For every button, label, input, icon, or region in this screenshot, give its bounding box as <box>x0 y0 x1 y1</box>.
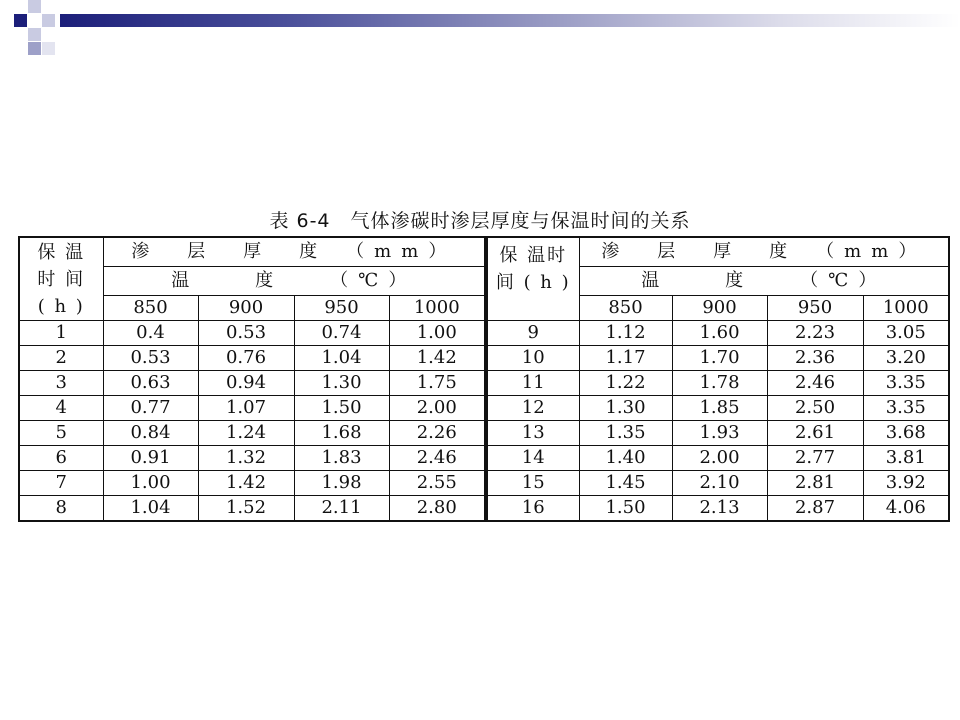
thickness-cell: 2.46 <box>389 446 485 471</box>
thickness-cell: 3.35 <box>863 396 949 421</box>
temp-header: 950 <box>767 296 863 321</box>
thickness-cell: 0.77 <box>103 396 198 421</box>
row-header: 保 温时 间 ( h ) <box>487 237 579 321</box>
thickness-cell: 1.32 <box>198 446 294 471</box>
thickness-cell: 2.81 <box>767 471 863 496</box>
row-header: 保 温 时 间 ( h ) <box>19 237 103 321</box>
hours-cell: 10 <box>487 346 579 371</box>
hours-cell: 14 <box>487 446 579 471</box>
header-temperature: 温 度 （℃） <box>103 267 485 296</box>
thickness-cell: 2.61 <box>767 421 863 446</box>
hours-cell: 4 <box>19 396 103 421</box>
hours-cell: 5 <box>19 421 103 446</box>
thickness-cell: 0.4 <box>103 321 198 346</box>
table-row <box>487 471 949 496</box>
temp-header: 1000 <box>863 296 949 321</box>
thickness-cell: 0.94 <box>198 371 294 396</box>
thickness-cell: 2.00 <box>672 446 767 471</box>
thickness-cell: 1.04 <box>294 346 389 371</box>
hours-cell: 6 <box>19 446 103 471</box>
table-caption: 表 6-4 气体渗碳时渗层厚度与保温时间的关系 <box>269 210 691 232</box>
thickness-cell: 2.23 <box>767 321 863 346</box>
thickness-cell: 3.35 <box>863 371 949 396</box>
thickness-cell: 3.92 <box>863 471 949 496</box>
thickness-cell: 1.50 <box>294 396 389 421</box>
header-temperature: 温 度 （℃） <box>579 267 949 296</box>
table-row <box>19 496 485 522</box>
thickness-cell: 0.63 <box>103 371 198 396</box>
hours-cell: 2 <box>19 346 103 371</box>
table-row <box>487 446 949 471</box>
thickness-cell: 0.91 <box>103 446 198 471</box>
thickness-cell: 1.60 <box>672 321 767 346</box>
hours-cell: 8 <box>19 496 103 522</box>
thickness-cell: 2.00 <box>389 396 485 421</box>
temp-header: 900 <box>198 296 294 321</box>
thickness-cell: 1.42 <box>198 471 294 496</box>
thickness-cell: 1.35 <box>579 421 672 446</box>
hours-cell: 13 <box>487 421 579 446</box>
thickness-cell: 2.87 <box>767 496 863 522</box>
temp-header: 950 <box>294 296 389 321</box>
thickness-cell: 1.22 <box>579 371 672 396</box>
table-row <box>487 346 949 371</box>
thickness-cell: 0.84 <box>103 421 198 446</box>
table-row <box>19 371 485 396</box>
thickness-cell: 1.42 <box>389 346 485 371</box>
thickness-cell: 1.68 <box>294 421 389 446</box>
thickness-cell: 1.70 <box>672 346 767 371</box>
thickness-cell: 1.00 <box>389 321 485 346</box>
thickness-cell: 1.04 <box>103 496 198 522</box>
thickness-cell: 2.13 <box>672 496 767 522</box>
table-right <box>486 236 950 522</box>
thickness-cell: 1.75 <box>389 371 485 396</box>
thickness-cell: 1.50 <box>579 496 672 522</box>
thickness-cell: 1.24 <box>198 421 294 446</box>
table-row <box>487 321 949 346</box>
thickness-cell: 3.81 <box>863 446 949 471</box>
table-row <box>19 421 485 446</box>
slide-decoration-squares <box>0 0 80 60</box>
thickness-cell: 1.00 <box>103 471 198 496</box>
temp-header: 1000 <box>389 296 485 321</box>
thickness-cell: 0.53 <box>198 321 294 346</box>
table-row <box>19 446 485 471</box>
thickness-cell: 0.74 <box>294 321 389 346</box>
thickness-cell: 1.40 <box>579 446 672 471</box>
thickness-cell: 2.10 <box>672 471 767 496</box>
thickness-cell: 1.52 <box>198 496 294 522</box>
table-row <box>19 471 485 496</box>
thickness-cell: 1.30 <box>579 396 672 421</box>
table-row <box>487 396 949 421</box>
hours-cell: 12 <box>487 396 579 421</box>
thickness-cell: 2.11 <box>294 496 389 522</box>
thickness-cell: 1.85 <box>672 396 767 421</box>
thickness-cell: 2.55 <box>389 471 485 496</box>
hours-cell: 11 <box>487 371 579 396</box>
thickness-cell: 1.83 <box>294 446 389 471</box>
temp-header: 900 <box>672 296 767 321</box>
thickness-cell: 1.98 <box>294 471 389 496</box>
thickness-cell: 2.77 <box>767 446 863 471</box>
temp-header: 850 <box>103 296 198 321</box>
thickness-cell: 0.53 <box>103 346 198 371</box>
thickness-cell: 3.05 <box>863 321 949 346</box>
thickness-cell: 0.76 <box>198 346 294 371</box>
header-thickness: 渗 层 厚 度 （mm） <box>103 237 485 267</box>
table-row <box>487 421 949 446</box>
thickness-cell: 2.50 <box>767 396 863 421</box>
table-row <box>487 496 949 522</box>
thickness-cell: 4.06 <box>863 496 949 522</box>
thickness-cell: 2.36 <box>767 346 863 371</box>
table-row <box>19 396 485 421</box>
thickness-cell: 1.93 <box>672 421 767 446</box>
hours-cell: 7 <box>19 471 103 496</box>
hours-cell: 9 <box>487 321 579 346</box>
thickness-cell: 1.17 <box>579 346 672 371</box>
thickness-cell: 1.45 <box>579 471 672 496</box>
thickness-cell: 1.30 <box>294 371 389 396</box>
hours-cell: 1 <box>19 321 103 346</box>
thickness-cell: 1.07 <box>198 396 294 421</box>
thickness-cell: 3.20 <box>863 346 949 371</box>
table-row <box>19 346 485 371</box>
hours-cell: 15 <box>487 471 579 496</box>
table-left <box>18 236 486 522</box>
thickness-cell: 3.68 <box>863 421 949 446</box>
table-row <box>487 371 949 396</box>
hours-cell: 3 <box>19 371 103 396</box>
thickness-cell: 2.80 <box>389 496 485 522</box>
thickness-cell: 1.12 <box>579 321 672 346</box>
table-row <box>19 321 485 346</box>
header-thickness: 渗 层 厚 度 （mm） <box>579 237 949 267</box>
temp-header: 850 <box>579 296 672 321</box>
thickness-cell: 2.26 <box>389 421 485 446</box>
hours-cell: 16 <box>487 496 579 522</box>
slide-header-bar <box>60 14 960 27</box>
thickness-cell: 2.46 <box>767 371 863 396</box>
thickness-cell: 1.78 <box>672 371 767 396</box>
